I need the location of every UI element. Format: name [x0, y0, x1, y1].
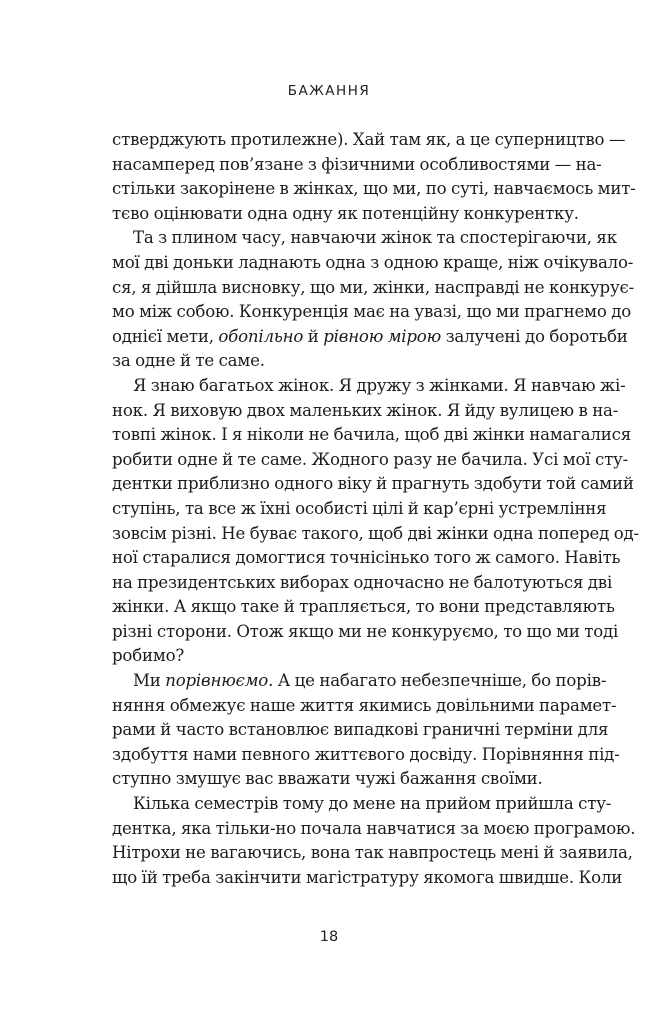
text-line: здобуття нами певного життєвого досвіду. Порівняння під- — [112, 744, 620, 764]
text-line: ступінь, та все ж їхні особисті цілі й кар’єрні устремління — [112, 498, 607, 518]
text-line: тєво оцінювати одна одну як потенційну конкурентку. — [112, 203, 579, 223]
page-number: 18 — [319, 929, 339, 945]
paragraph — [112, 128, 636, 226]
text-line: зовсім різні. Не буває такого, щоб дві жінки одна поперед од- — [112, 523, 639, 543]
text-line: що їй треба закінчити магістратуру якомога швидше. Коли — [112, 867, 623, 887]
paragraph — [112, 669, 620, 792]
text-line: за одне й те саме. — [112, 351, 265, 371]
running-head: БАЖАННЯ — [287, 83, 371, 99]
text-line: ної старалися домогтися точнісінько того ж самого. Навіть — [112, 548, 621, 568]
text-line: робимо? — [112, 646, 185, 666]
text-line: дентки приблизно одного віку й прагнуть здобути той самий — [112, 474, 634, 494]
text-line: товпі жінок. І я ніколи не бачила, щоб дві жінки намагалися — [112, 425, 631, 445]
text-line: мої дві доньки ладнають одна з одною краще, ніж очікувало- — [112, 252, 634, 272]
text-line: нок. Я виховую двох маленьких жінок. Я йду вулицею в на- — [112, 400, 619, 420]
text-line: няння обмежує наше життя якимись довільними парамет- — [112, 695, 617, 715]
paragraph — [112, 792, 636, 890]
italic-phrase: порівнюємо — [165, 671, 269, 691]
italic-phrase: обопільно — [218, 326, 304, 346]
text-line: Нітрохи не вагаючись, вона так навпростець мені й заявила, — [112, 843, 633, 863]
text-line: Я знаю багатьох жінок. Я дружу з жінками. Я навчаю жі- — [133, 375, 626, 395]
text-line: на президентських виборах одночасно не балотуються дві — [112, 572, 613, 592]
text-line: стверджують протилежне). Хай там як, а це суперництво — — [112, 130, 626, 149]
text-line-with-italics: однієї мети, обопільно й рівною мірою залучені до боротьби — [112, 326, 628, 346]
text-line: рами й часто встановлює випадкові граничні терміни для — [112, 720, 609, 740]
text-line: мо між собою. Конкуренція має на увазі, що ми прагнемо до — [112, 302, 631, 322]
text-line: насамперед пов’язане з фізичними особливостями — на- — [112, 154, 602, 174]
text-line-with-italics: Ми порівнюємо. А це набагато небезпечніше, бо порів- — [133, 671, 607, 691]
paragraph — [112, 374, 639, 669]
text-line: різні сторони. Отож якщо ми не конкуруємо, то що ми тоді — [112, 621, 619, 641]
text-line: дентка, яка тільки-но почала навчатися за моєю програмою. — [112, 818, 636, 838]
body-text — [112, 128, 639, 890]
italic-phrase: рівною мірою — [323, 326, 441, 346]
text-line: Та з плином часу, навчаючи жінок та спостерігаючи, як — [133, 228, 617, 248]
text-line: робити одне й те саме. Жодного разу не бачила. Усі мої сту- — [112, 449, 629, 469]
text-line: ся, я дійшла висновку, що ми, жінки, насправді не конкурує- — [112, 277, 635, 297]
paragraph — [112, 226, 635, 374]
text-line: ступно змушує вас вважати чужі бажання своїми. — [112, 769, 543, 789]
text-line: жінки. А якщо таке й трапляється, то вони представляють — [112, 597, 615, 617]
text-line: стільки закорінене в жінках, що ми, по суті, навчаємось мит- — [112, 179, 636, 199]
text-line: Кілька семестрів тому до мене на прийом прийшла сту- — [133, 794, 612, 814]
